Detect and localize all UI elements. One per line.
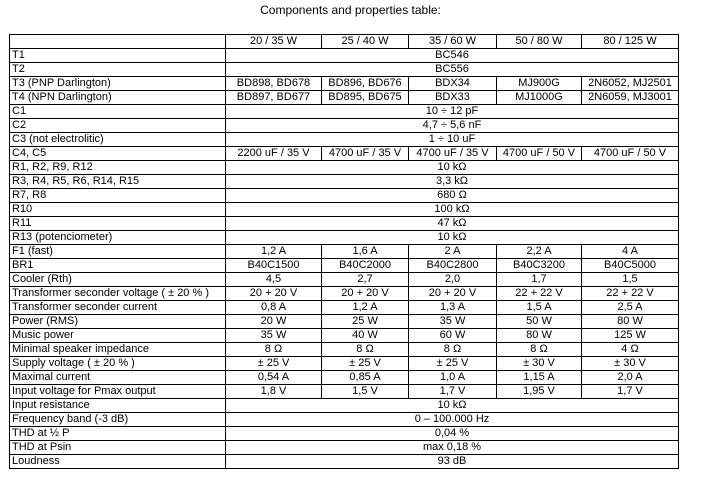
value-cell: 8 Ω xyxy=(409,343,497,357)
value-cell: 2,7 xyxy=(322,273,409,287)
value-cell: 0,54 A xyxy=(226,371,322,385)
merged-value-cell: 10 kΩ xyxy=(226,399,679,413)
row-label: BR1 xyxy=(10,259,226,273)
row-label: T1 xyxy=(10,49,226,63)
table-row xyxy=(10,259,679,273)
value-cell: BD898, BD678 xyxy=(226,77,322,91)
row-label: R7, R8 xyxy=(10,189,226,203)
merged-value-cell: 3,3 kΩ xyxy=(226,175,679,189)
table-row xyxy=(10,77,679,91)
header-cell: 20 / 35 W xyxy=(226,35,322,49)
merged-value-cell: 1 ÷ 10 uF xyxy=(226,133,679,147)
row-label: Minimal speaker impedance xyxy=(10,343,226,357)
table-row xyxy=(10,161,679,175)
row-label: T4 (NPN Darlington) xyxy=(10,91,226,105)
merged-value-cell: 93 dB xyxy=(226,455,679,469)
value-cell: ± 25 V xyxy=(409,357,497,371)
value-cell: 20 + 20 V xyxy=(226,287,322,301)
row-label: R13 (potenciometer) xyxy=(10,231,226,245)
value-cell: 1,15 A xyxy=(497,371,582,385)
value-cell: ± 30 V xyxy=(497,357,582,371)
value-cell: 1,5 A xyxy=(497,301,582,315)
table-row xyxy=(10,455,679,469)
value-cell: 2,5 A xyxy=(582,301,679,315)
value-cell: 0,8 A xyxy=(226,301,322,315)
table-row xyxy=(10,91,679,105)
value-cell: BDX34 xyxy=(409,77,497,91)
row-label: Cooler (Rth) xyxy=(10,273,226,287)
value-cell: 1,5 xyxy=(582,273,679,287)
header-cell: 25 / 40 W xyxy=(322,35,409,49)
row-label: THD at Psin xyxy=(10,441,226,455)
value-cell: 20 + 20 V xyxy=(409,287,497,301)
value-cell: 2200 uF / 35 V xyxy=(226,147,322,161)
value-cell: 8 Ω xyxy=(497,343,582,357)
row-label: T2 xyxy=(10,63,226,77)
row-label: Power (RMS) xyxy=(10,315,226,329)
value-cell: MJ1000G xyxy=(497,91,582,105)
table-row xyxy=(10,343,679,357)
row-label: Frequency band (-3 dB) xyxy=(10,413,226,427)
table-row xyxy=(10,231,679,245)
table-row xyxy=(10,427,679,441)
value-cell: B40C2800 xyxy=(409,259,497,273)
row-label: Supply voltage ( ± 20 % ) xyxy=(10,357,226,371)
table-row xyxy=(10,217,679,231)
row-label: R11 xyxy=(10,217,226,231)
value-cell: 22 + 22 V xyxy=(497,287,582,301)
value-cell: 4,5 xyxy=(226,273,322,287)
row-label: Transformer seconder current xyxy=(10,301,226,315)
merged-value-cell: BC546 xyxy=(226,49,679,63)
merged-value-cell: 10 kΩ xyxy=(226,231,679,245)
table-caption: Components and properties table: xyxy=(260,3,441,17)
row-label: Input voltage for Pmax output xyxy=(10,385,226,399)
header-cell: 80 / 125 W xyxy=(582,35,679,49)
value-cell: 22 + 22 V xyxy=(582,287,679,301)
value-cell: 8 Ω xyxy=(226,343,322,357)
table-header-row xyxy=(10,35,679,49)
value-cell: 8 Ω xyxy=(322,343,409,357)
value-cell: B40C1500 xyxy=(226,259,322,273)
value-cell: 2,0 xyxy=(409,273,497,287)
value-cell: BD895, BD675 xyxy=(322,91,409,105)
value-cell: BDX33 xyxy=(409,91,497,105)
value-cell: 0,85 A xyxy=(322,371,409,385)
value-cell: 1,2 A xyxy=(322,301,409,315)
merged-value-cell: max 0,18 % xyxy=(226,441,679,455)
merged-value-cell: 0 – 100.000 Hz xyxy=(226,413,679,427)
value-cell: 80 W xyxy=(582,315,679,329)
value-cell: 60 W xyxy=(409,329,497,343)
value-cell: 1,3 A xyxy=(409,301,497,315)
value-cell: B40C2000 xyxy=(322,259,409,273)
value-cell: 25 W xyxy=(322,315,409,329)
row-label: R10 xyxy=(10,203,226,217)
table-row xyxy=(10,441,679,455)
value-cell: 4 Ω xyxy=(582,343,679,357)
table-row xyxy=(10,105,679,119)
value-cell: 1,7 V xyxy=(582,385,679,399)
row-label: THD at ½ P xyxy=(10,427,226,441)
value-cell: 4700 uF / 50 V xyxy=(497,147,582,161)
value-cell: MJ900G xyxy=(497,77,582,91)
value-cell: 125 W xyxy=(582,329,679,343)
value-cell: 1,8 V xyxy=(226,385,322,399)
row-label: R1, R2, R9, R12 xyxy=(10,161,226,175)
merged-value-cell: 100 kΩ xyxy=(226,203,679,217)
value-cell: 4700 uF / 50 V xyxy=(582,147,679,161)
value-cell: 20 W xyxy=(226,315,322,329)
value-cell: 4700 uF / 35 V xyxy=(409,147,497,161)
row-label: R3, R4, R5, R6, R14, R15 xyxy=(10,175,226,189)
value-cell: 4 A xyxy=(582,245,679,259)
value-cell: B40C3200 xyxy=(497,259,582,273)
value-cell: 1,2 A xyxy=(226,245,322,259)
row-label: F1 (fast) xyxy=(10,245,226,259)
row-label: Transformer seconder voltage ( ± 20 % ) xyxy=(10,287,226,301)
value-cell: 1,95 V xyxy=(497,385,582,399)
merged-value-cell: 4,7 ÷ 5,6 nF xyxy=(226,119,679,133)
row-label: Music power xyxy=(10,329,226,343)
merged-value-cell: 0,04 % xyxy=(226,427,679,441)
table-row xyxy=(10,371,679,385)
row-label: C4, C5 xyxy=(10,147,226,161)
table-row xyxy=(10,301,679,315)
header-cell xyxy=(10,35,226,49)
table-row xyxy=(10,385,679,399)
row-label: C2 xyxy=(10,119,226,133)
value-cell: ± 25 V xyxy=(226,357,322,371)
value-cell: 1,7 V xyxy=(409,385,497,399)
table-row xyxy=(10,189,679,203)
value-cell: 35 W xyxy=(409,315,497,329)
table-row xyxy=(10,203,679,217)
merged-value-cell: 10 ÷ 12 pF xyxy=(226,105,679,119)
row-label: Maximal current xyxy=(10,371,226,385)
merged-value-cell: 680 Ω xyxy=(226,189,679,203)
table-row xyxy=(10,315,679,329)
table-row xyxy=(10,175,679,189)
table-row xyxy=(10,245,679,259)
value-cell: 80 W xyxy=(497,329,582,343)
value-cell: 20 + 20 V xyxy=(322,287,409,301)
value-cell: 2,0 A xyxy=(582,371,679,385)
value-cell: 2N6052, MJ2501 xyxy=(582,77,679,91)
value-cell: BD896, BD676 xyxy=(322,77,409,91)
header-cell: 50 / 80 W xyxy=(497,35,582,49)
merged-value-cell: BC556 xyxy=(226,63,679,77)
merged-value-cell: 10 kΩ xyxy=(226,161,679,175)
value-cell: 1,5 V xyxy=(322,385,409,399)
value-cell: 40 W xyxy=(322,329,409,343)
table-row xyxy=(10,329,679,343)
value-cell: 2N6059, MJ3001 xyxy=(582,91,679,105)
value-cell: 1,6 A xyxy=(322,245,409,259)
row-label: Loudness xyxy=(10,455,226,469)
table-row xyxy=(10,413,679,427)
table-row xyxy=(10,133,679,147)
row-label: T3 (PNP Darlington) xyxy=(10,77,226,91)
value-cell: BD897, BD677 xyxy=(226,91,322,105)
value-cell: 35 W xyxy=(226,329,322,343)
table-row xyxy=(10,357,679,371)
value-cell: B40C5000 xyxy=(582,259,679,273)
table-row xyxy=(10,147,679,161)
value-cell: ± 25 V xyxy=(322,357,409,371)
value-cell: ± 30 V xyxy=(582,357,679,371)
table-row xyxy=(10,49,679,63)
value-cell: 1,7 xyxy=(497,273,582,287)
table-row xyxy=(10,399,679,413)
table-row xyxy=(10,63,679,77)
components-properties-table xyxy=(9,34,679,469)
table-row xyxy=(10,287,679,301)
value-cell: 1,0 A xyxy=(409,371,497,385)
value-cell: 2 A xyxy=(409,245,497,259)
header-cell: 35 / 60 W xyxy=(409,35,497,49)
table-row xyxy=(10,119,679,133)
table-body xyxy=(10,49,679,469)
value-cell: 4700 uF / 35 V xyxy=(322,147,409,161)
row-label: C3 (not electrolitic) xyxy=(10,133,226,147)
row-label: Input resistance xyxy=(10,399,226,413)
value-cell: 2,2 A xyxy=(497,245,582,259)
value-cell: 50 W xyxy=(497,315,582,329)
table-row xyxy=(10,273,679,287)
merged-value-cell: 47 kΩ xyxy=(226,217,679,231)
row-label: C1 xyxy=(10,105,226,119)
